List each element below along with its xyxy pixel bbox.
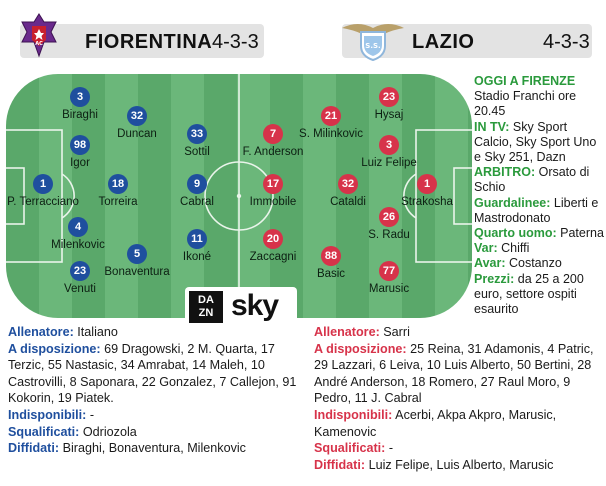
player-name: Milenkovic: [51, 239, 105, 251]
player-name: Marusic: [368, 283, 410, 295]
home-warned: Biraghi, Bonaventura, Milenkovic: [62, 441, 246, 456]
player-number: 77: [379, 261, 399, 281]
player-number: 3: [379, 135, 399, 155]
player-number: 11: [187, 229, 207, 249]
avar-text: Costanzo: [508, 256, 562, 271]
away-team-name: LAZIO: [412, 31, 475, 53]
player-number: 20: [263, 229, 283, 249]
tv-label: IN TV:: [474, 119, 510, 134]
player-number: 3: [70, 87, 90, 107]
player-name: Duncan: [117, 128, 157, 140]
venue-text: Stadio Franchi ore 20.45: [474, 89, 577, 119]
player-name: Sottil: [184, 146, 210, 158]
prices-text: da 25 a 200 euro, settore ospiti esaurito: [474, 271, 584, 317]
broadcaster-logos: [185, 287, 297, 327]
player-number: 1: [417, 174, 437, 194]
sky-logo: sky: [231, 289, 279, 322]
away-bench: 25 Reina, 31 Adamonis, 4 Patric, 29 Lazzari, 6 Leiva, 10 Luis Alberto, 50 Bertini, 28 André Anderson, 18 Romero, 27 Raul Moro, 9 Pedro, 11 J. Cabral: [314, 341, 594, 406]
home-team-details: [8, 324, 298, 457]
match-info: [474, 74, 604, 317]
player-name: P. Terracciano: [7, 196, 79, 208]
dazn-logo-line1: DA: [198, 294, 214, 306]
player-name: Cabral: [180, 196, 214, 208]
home-formation: 4-3-3: [212, 31, 259, 53]
away-unavailable: Acerbi, Akpa Akpro, Marusic, Kamenovic: [314, 407, 557, 439]
away-warned-label: Diffidati:: [314, 457, 366, 472]
player-name: Basic: [316, 268, 346, 280]
prices-label: Prezzi:: [474, 271, 515, 286]
home-warned-label: Diffidati:: [8, 441, 60, 456]
player-name: Strakosha: [401, 196, 453, 208]
player-name: F. Anderson: [242, 146, 304, 158]
player-name: Hysaj: [374, 109, 404, 121]
linesmen-text: Liberti e Mastrodonato: [474, 195, 599, 225]
player-number: 33: [187, 124, 207, 144]
linesmen-label: Guardalinee:: [474, 195, 551, 210]
away-suspended-label: Squalificati:: [314, 441, 386, 456]
away-formation: 4-3-3: [543, 31, 590, 53]
player-number: 32: [338, 174, 358, 194]
player-name: Bonaventura: [104, 266, 170, 278]
referee-text: Orsato di Schio: [474, 165, 590, 195]
player-number: 18: [108, 174, 128, 194]
player-number: 98: [70, 135, 90, 155]
lazio-eagle-crest-icon: [340, 18, 406, 62]
player-name: Cataldi: [330, 196, 366, 208]
player-name: Ikoné: [182, 251, 212, 263]
player-name: Luiz Felipe: [361, 157, 417, 169]
fiorentina-crest-icon: [20, 12, 58, 58]
svg-text:S.S.: S.S.: [365, 42, 381, 50]
player-number: 17: [263, 174, 283, 194]
player-number: 23: [70, 261, 90, 281]
player-name: S. Milinkovic: [299, 128, 363, 140]
dazn-logo-line2: ZN: [198, 307, 214, 319]
player-number: 32: [127, 106, 147, 126]
fourth-official-text: Paterna: [560, 226, 604, 241]
avar-label: Avar:: [474, 256, 506, 271]
home-bench: 69 Dragowski, 2 M. Quarta, 17 Terzic, 55 Nastasic, 34 Amrabat, 14 Maleh, 10 Castrovilli, 8 Saponara, 22 Gonzalez, 7 Callejon, 91 Kokorin, 19 Piatek.: [8, 341, 297, 406]
var-label: Var:: [474, 241, 498, 256]
player-number: 21: [321, 106, 341, 126]
player-name: Igor: [70, 157, 90, 169]
player-name: Immobile: [249, 196, 297, 208]
player-number: 1: [33, 174, 53, 194]
player-name: Venuti: [64, 283, 96, 295]
away-bench-label: A disposizione:: [314, 341, 407, 356]
player-name: Zaccagni: [249, 251, 297, 263]
away-unavailable-label: Indisponibili:: [314, 407, 393, 422]
away-warned: Luiz Felipe, Luis Alberto, Marusic: [368, 457, 554, 472]
venue-label: OGGI A FIRENZE: [474, 74, 576, 88]
player-number: 26: [379, 207, 399, 227]
player-number: 4: [68, 217, 88, 237]
home-coach: Italiano: [77, 325, 118, 339]
fourth-official-label: Quarto uomo:: [474, 226, 557, 241]
home-unavailable: -: [89, 407, 95, 422]
player-number: 7: [263, 124, 283, 144]
home-suspended: Odriozola: [82, 424, 137, 439]
player-number: 23: [379, 87, 399, 107]
away-suspended: -: [388, 441, 394, 456]
player-name: Biraghi: [62, 109, 98, 121]
player-number: 5: [127, 244, 147, 264]
home-bench-label: A disposizione:: [8, 341, 101, 356]
tv-text: Sky Sport Calcio, Sky Sport Uno e Sky 251, Dazn: [474, 119, 597, 165]
home-unavailable-label: Indisponibili:: [8, 407, 87, 422]
player-name: Torreira: [98, 196, 138, 208]
away-coach: Sarri: [383, 325, 410, 339]
dazn-logo: [189, 291, 223, 323]
away-coach-label: Allenatore:: [314, 325, 380, 339]
referee-label: ARBITRO:: [474, 165, 536, 180]
player-number: 88: [321, 246, 341, 266]
player-number: 9: [187, 174, 207, 194]
away-team-details: [314, 324, 604, 473]
player-name: S. Radu: [368, 229, 410, 241]
home-suspended-label: Squalificati:: [8, 424, 80, 439]
var-text: Chiffi: [501, 241, 530, 256]
svg-text:AC: AC: [35, 41, 43, 47]
home-coach-label: Allenatore:: [8, 325, 74, 339]
home-team-name: FIORENTINA: [85, 31, 213, 53]
